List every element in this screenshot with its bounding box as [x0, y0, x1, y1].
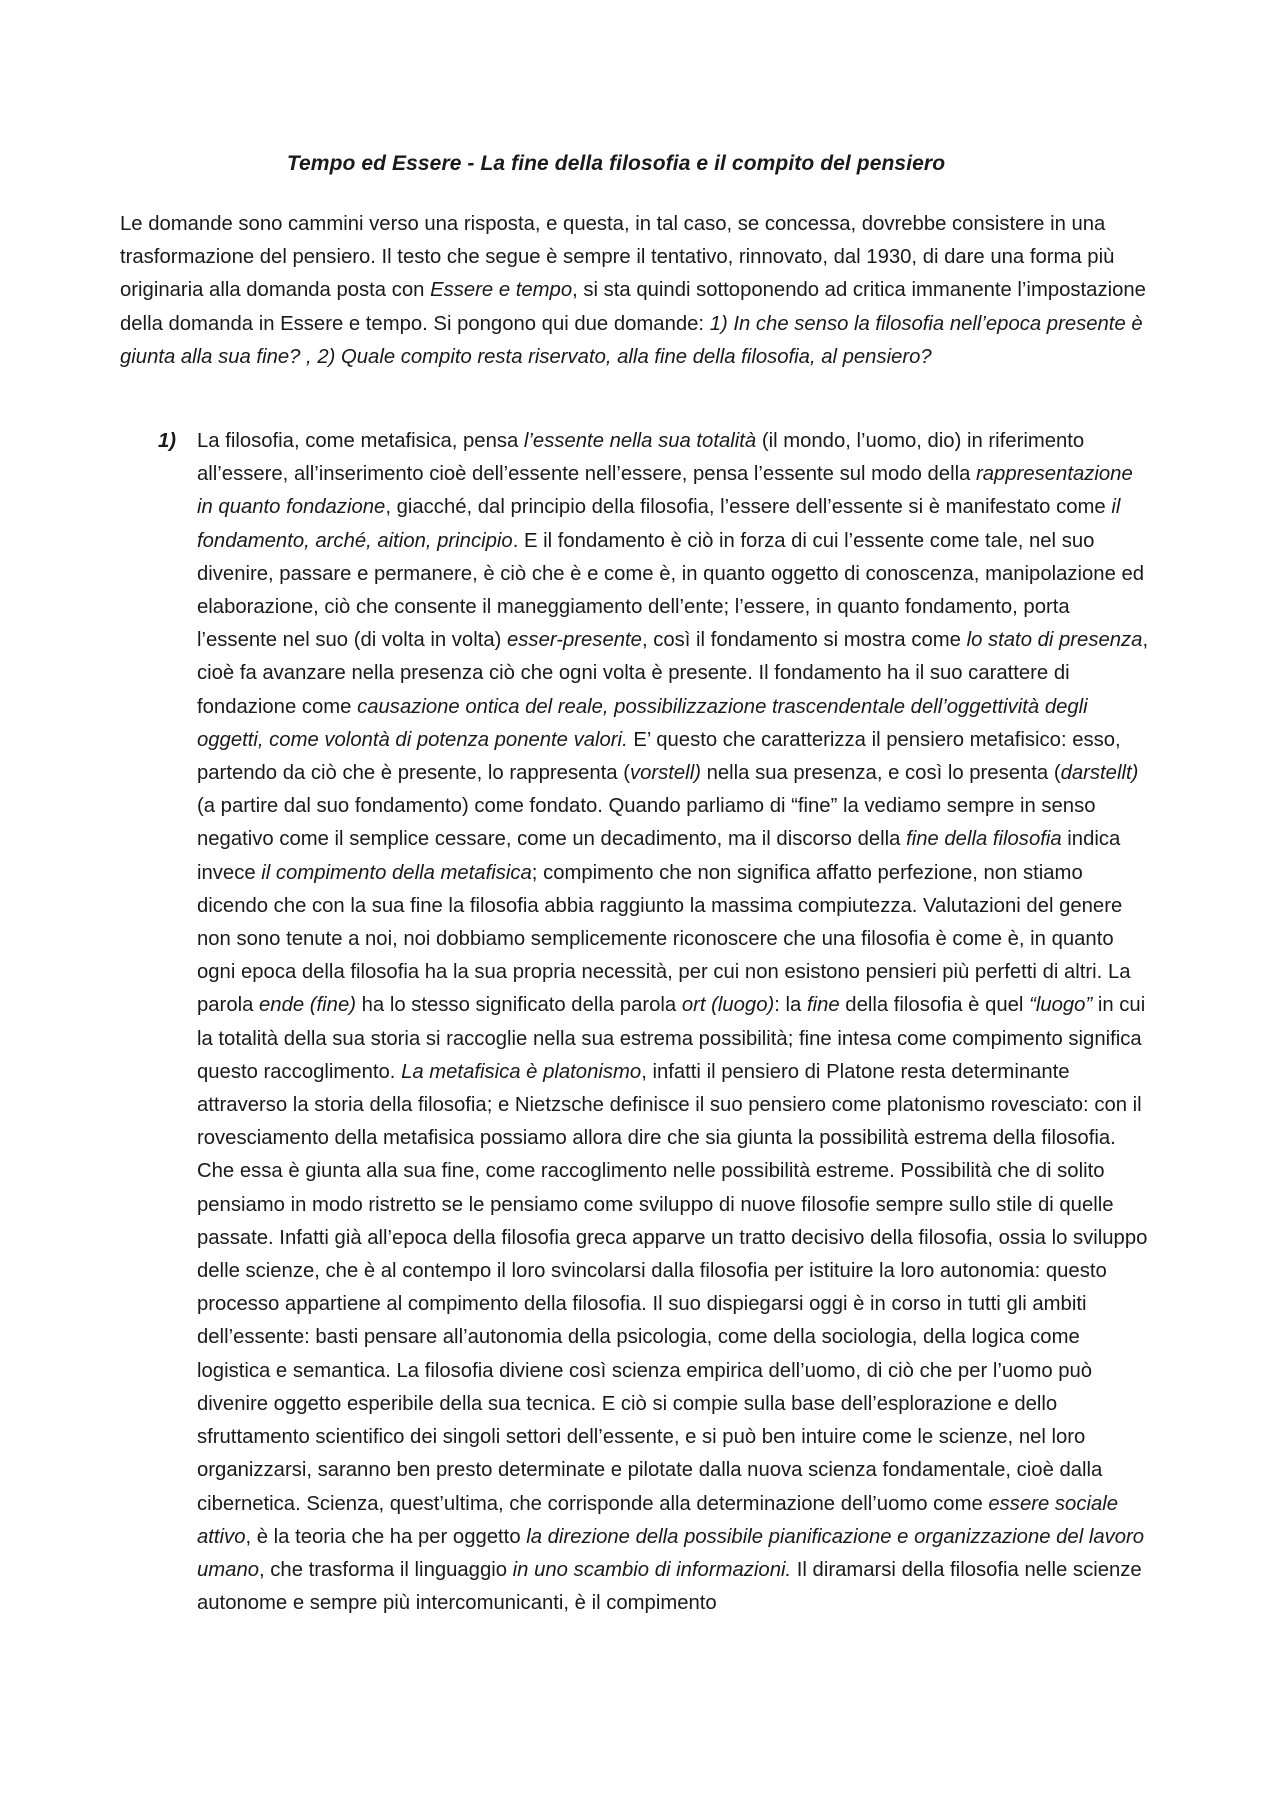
section-emphasis: l’essente nella sua totalità	[523, 430, 757, 452]
section-emphasis: darstellt)	[1060, 762, 1139, 785]
section-text: . E il fondamento è ciò in forza di cui l’essente come tale, nel suo divenire, passare e permanere, è ciò che è e come è, in quanto oggetto di conoscenza, manipolazione ed elaborazione, ciò che consente il maneggiamento dell’ente; l’essere, in quanto fondamento, porta l’essente nel suo (di volta in volta)	[197, 529, 1145, 652]
section-text: : la	[774, 994, 807, 1017]
section-1-paragraph	[197, 425, 1152, 1620]
section-text: in cui la totalità della sua storia si raccoglie nella sua estrema possibilità; fine intesa come compimento significa questo raccoglimento.	[197, 994, 1146, 1083]
section-text: La filosofia, come metafisica, pensa	[197, 430, 524, 452]
section-emphasis: La metafisica è platonismo	[401, 1060, 642, 1083]
section-text: ; compimento che non significa affatto perfezione, non stiamo dicendo che con la sua fine la filosofia abbia raggiunto la massima compiutezza. Valutazioni del genere non sono tenute a noi, noi dobbiamo semplicemente riconoscere che una filosofia è come è, in quanto ogni epoca della filosofia ha la sua propria necessità, per cui non esistono pensieri più perfetti di altri. La parola	[197, 861, 1131, 1017]
intro-text: , si sta quindi sottoponendo ad critica immanente l’impostazione della domanda in Essere e tempo. Si pongono qui due domande:	[120, 279, 1146, 335]
section-text: E’ questo che caratterizza il pensiero metafisico: esso, partendo da ciò che è presente, lo rappresenta (	[197, 728, 1121, 785]
section-text: , che trasforma il linguaggio	[259, 1558, 513, 1581]
section-text: ha lo stesso significato della parola	[355, 994, 682, 1017]
section-emphasis: vorstell)	[629, 762, 701, 785]
section-emphasis: rappresentazione in quanto fondazione	[197, 463, 1133, 519]
section-emphasis: fine della filosofia	[906, 828, 1062, 851]
section-emphasis: in uno scambio di informazioni.	[512, 1558, 792, 1581]
section-emphasis: la direzione della possibile pianificazione e organizzazione del lavoro umano	[197, 1525, 1145, 1581]
section-emphasis: “luogo”	[1029, 994, 1093, 1017]
section-text: della filosofia è quel	[839, 994, 1030, 1017]
intro-paragraph	[120, 208, 1150, 374]
section-text: , è la teoria che ha per oggetto	[245, 1525, 527, 1548]
section-text: nella sua presenza, e così lo presenta (	[700, 762, 1061, 785]
section-emphasis: ort (luogo)	[681, 994, 775, 1017]
section-emphasis: ende (fine)	[259, 994, 356, 1017]
section-emphasis: esser-presente	[507, 629, 642, 652]
section-emphasis: causazione ontica del reale, possibilizzazione trascendentale dell’oggettività degli oggetti, come volontà di potenza ponente valori.	[197, 695, 1088, 751]
intro-emphasis: Essere e tempo	[430, 279, 573, 302]
section-number: 1)	[158, 430, 177, 452]
section-text: (a partire dal suo fondamento) come fondato. Quando parliamo di “fine” la vediamo sempre in senso negativo come il semplice cessare, come un decadimento, ma il discorso della	[197, 795, 1096, 851]
section-emphasis: lo stato di presenza	[966, 629, 1143, 652]
section-text: , cioè fa avanzare nella presenza ciò che ogni volta è presente. Il fondamento ha il suo carattere di fondazione come	[197, 629, 1149, 718]
intro-emphasis: 1) In che senso la filosofia nell’epoca presente è giunta alla sua fine? , 2) Quale compito resta riservato, alla fine della filosofia, al pensiero?	[120, 312, 1143, 368]
section-emphasis: il compimento della metafisica	[261, 861, 532, 884]
document-title: Tempo ed Essere - La fine della filosofia e il compito del pensiero	[286, 152, 946, 175]
section-text: , così il fondamento si mostra come	[641, 629, 967, 652]
section-text: indica invece	[197, 828, 1121, 884]
section-text: , giacché, dal principio della filosofia, l’essere dell’essente si è manifestato come	[385, 496, 1112, 519]
section-text: Il diramarsi della filosofia nelle scienze autonome e sempre più intercomunicanti, è il compimento	[197, 1558, 1142, 1615]
section-emphasis: fine	[806, 994, 840, 1017]
intro-text: Le domande sono cammini verso una risposta, e questa, in tal caso, se concessa, dovrebbe consistere in una trasformazione del pensiero. Il testo che segue è sempre il tentativo, rinnovato, dal 1930, di dare una forma più originaria alla domanda posta con	[120, 213, 1115, 302]
section-text: , infatti il pensiero di Platone resta determinante attraverso la storia della filosofia; e Nietzsche definisce il suo pensiero come platonismo rovesciato: con il rovesciamento della metafisica possiamo allora dire che sia giunta la possibilità estrema della filosofia. Che essa è giunta alla sua fine, come raccoglimento nelle possibilità estreme. Possibilità che di solito pensiamo in modo ristretto se le pensiamo come sviluppo di nuove filosofie sempre sullo stile di quelle passate. Infatti già all’epoca della filosofia greca apparve un tratto decisivo della filosofia, ossia lo sviluppo delle scienze, che è al contempo il loro svincolarsi dalla filosofia per istituire la loro autonomia: questo processo appartiene al compimento della filosofia. Il suo dispiegarsi oggi è in corso in tutti gli ambiti dell’essente: basti pensare all’autonomia della psicologia, come della sociologia, della logica come logistica e semantica. La filosofia diviene così scienza empirica dell’uomo, di ciò che per l’uomo può divenire oggetto esperibile della sua tecnica. E ciò si compie sulla base dell’esplorazione e dello sfruttamento scientifico dei singoli settori dell’essente, e si può ben intuire come le scienze, nel loro organizzarsi, saranno ben presto determinate e pilotate dalla nuova scienza fondamentale, cioè dalla cibernetica. Scienza, quest’ultima, che corrisponde alla determinazione dell’uomo come	[197, 1060, 1148, 1515]
section-emphasis: essere sociale attivo	[197, 1492, 1119, 1548]
section-text: (il mondo, l’uomo, dio) in riferimento all’essere, all’inserimento cioè dell’essente nell’essere, pensa l’essente sul modo della	[197, 430, 1085, 486]
section-emphasis: il fondamento, arché, aition, principio	[197, 496, 1121, 552]
